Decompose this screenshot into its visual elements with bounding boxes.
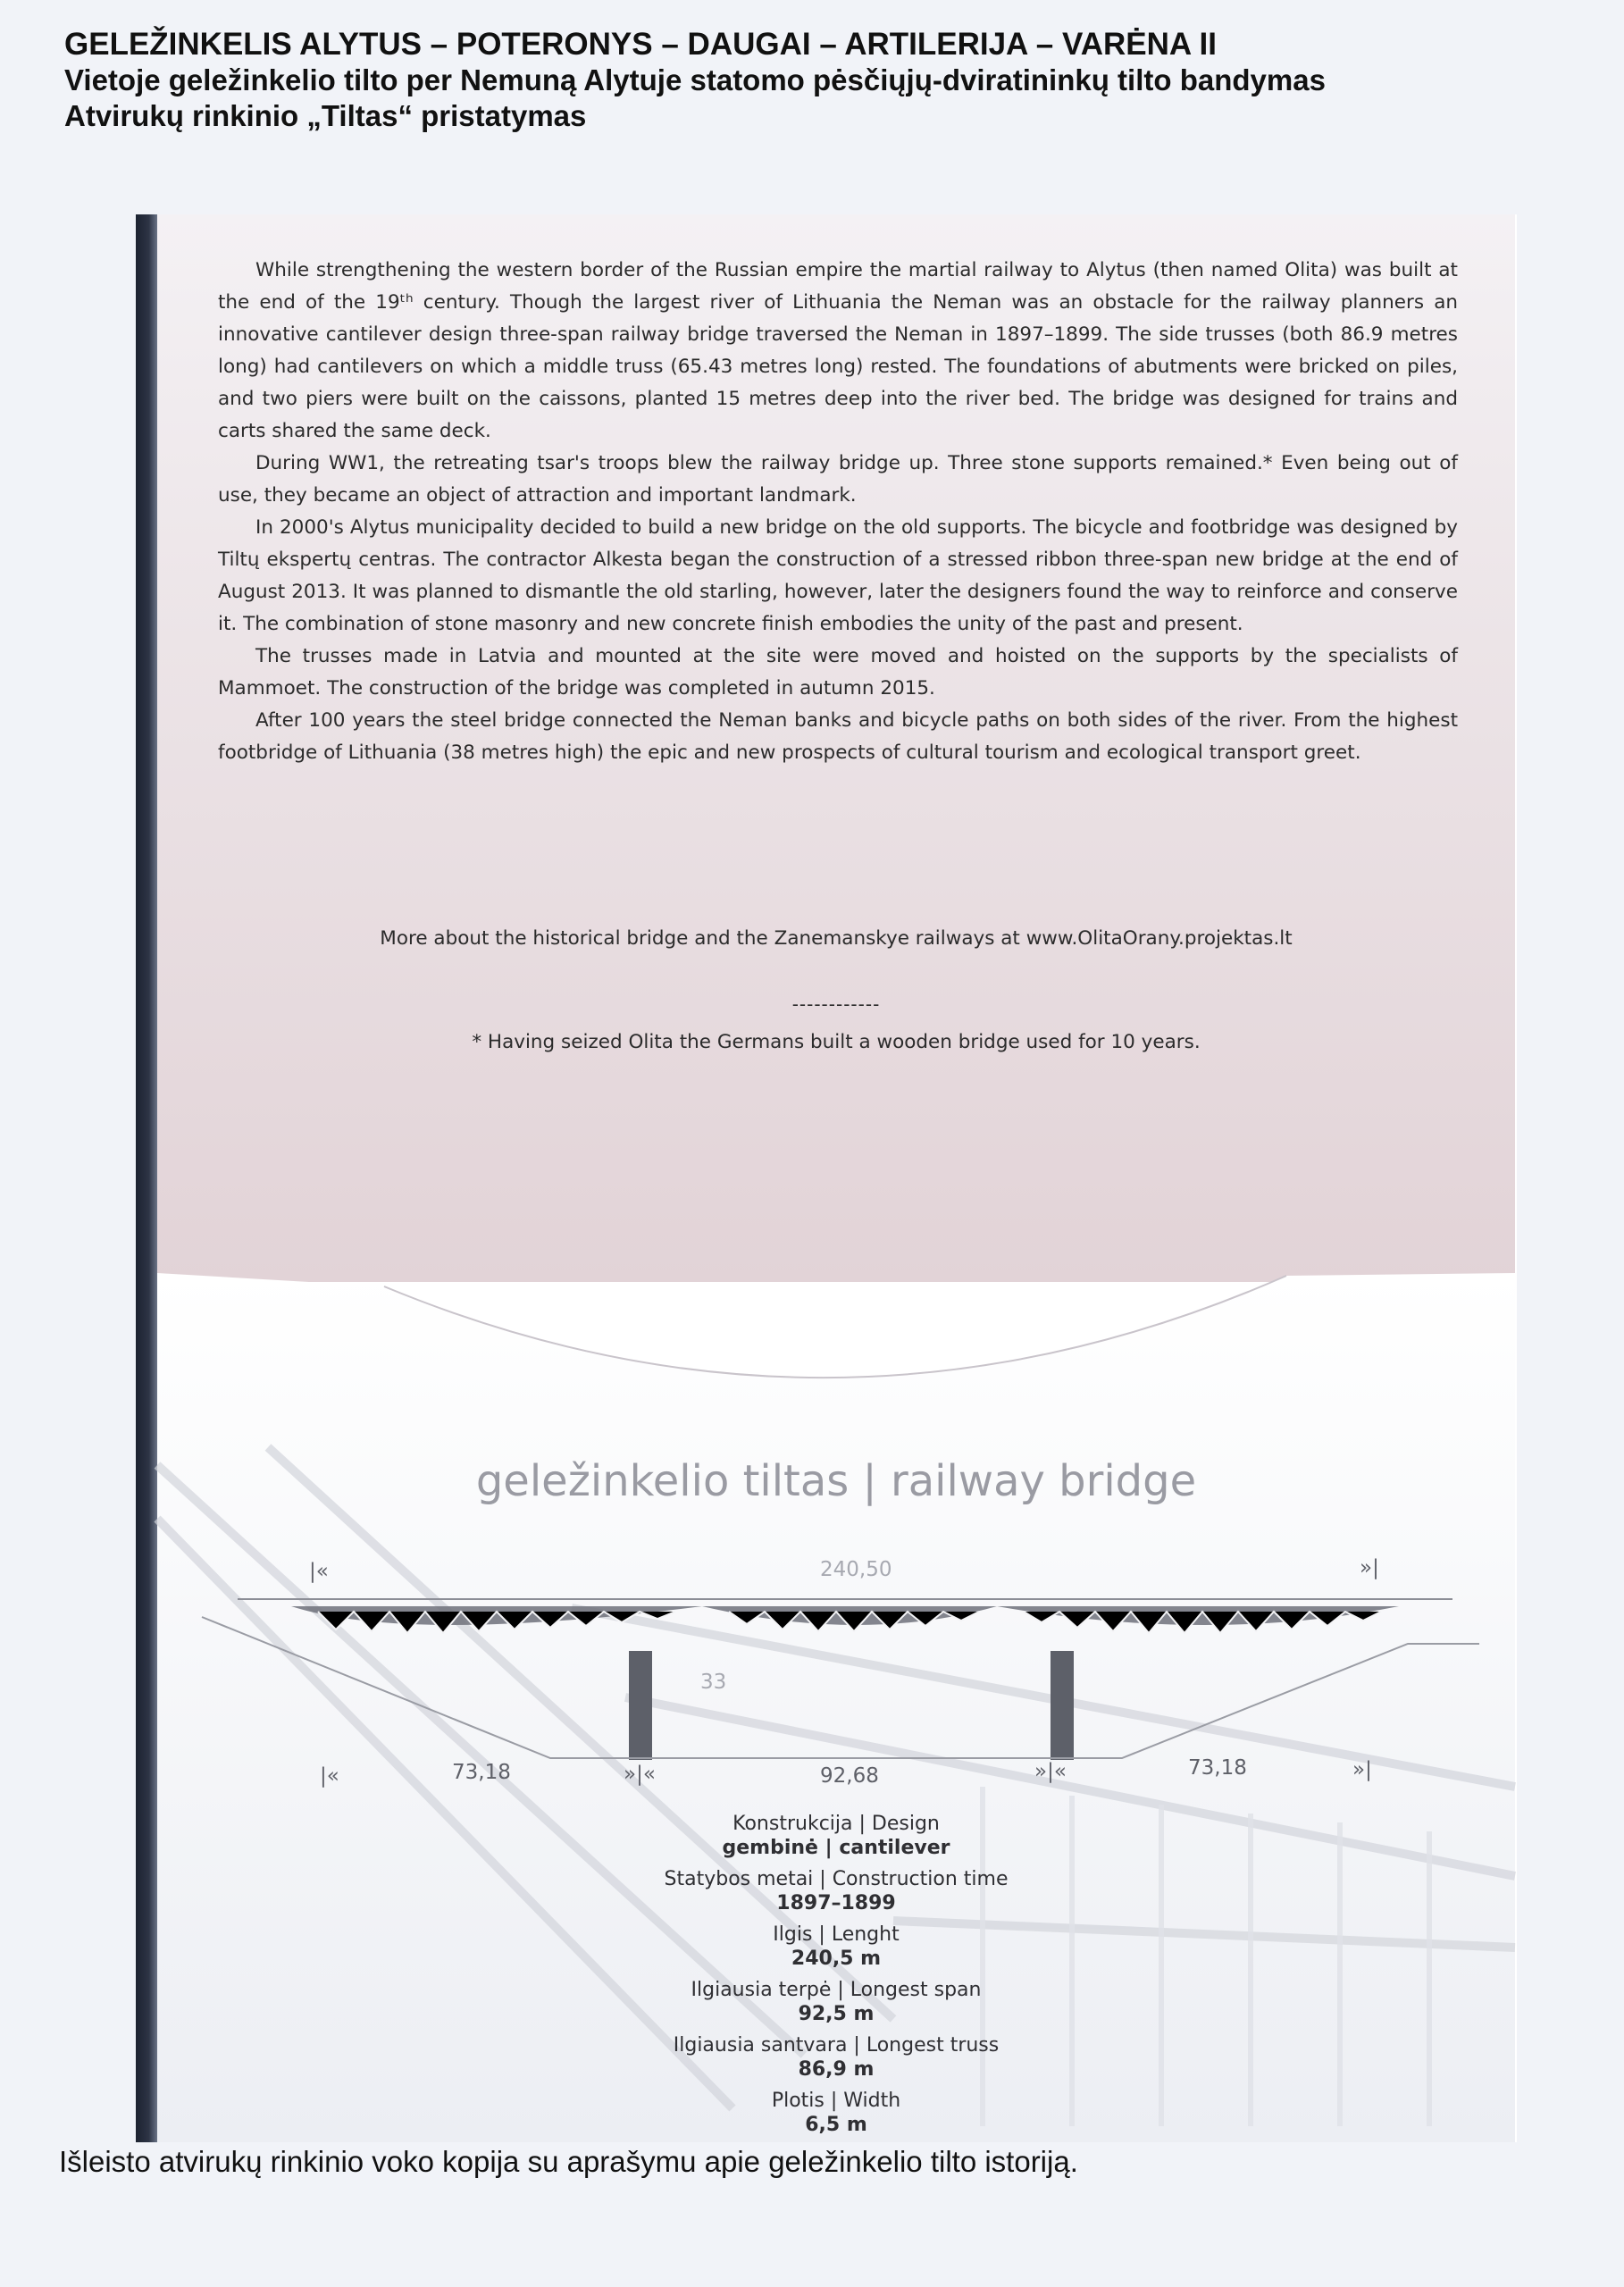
paragraph: The trusses made in Latvia and mounted at the site were moved and hoisted on the supports by the specialists of Mammoet. The construction of the bridge was completed in autumn 2015. bbox=[218, 645, 1458, 700]
height-label: 33 bbox=[700, 1671, 727, 1694]
span-middle-label: 92,68 bbox=[820, 1764, 879, 1788]
mark-pier-right: »|« bbox=[1034, 1760, 1067, 1783]
paragraph: After 100 years the steel bridge connected the Neman banks and bicycle paths on both sides of the river. From the highest footbridge of Lithuania (38 metres high) the epic and new prospects of cultural tourism and ecological transport greet. bbox=[218, 709, 1458, 764]
footnote: * Having seized Olita the Germans built a wooden bridge used for 10 years. bbox=[472, 1031, 1201, 1053]
mark-span-right: »| bbox=[1352, 1758, 1372, 1781]
spec-length: Ilgis | Lenght 240,5 m bbox=[773, 1923, 900, 1970]
separator: ------------ bbox=[791, 993, 881, 1015]
spec-design: Konstrukcija | Design gembinė | cantilever bbox=[722, 1813, 950, 1859]
paragraph: During WW1, the retreating tsar's troops blew the railway bridge up. Three stone supports remained.* Even being out of use, they became an object of attraction and important landmark. bbox=[218, 452, 1458, 507]
bridge-specs bbox=[157, 1812, 1515, 2144]
spec-longest-truss: Ilgiausia santvara | Longest truss 86,9 m bbox=[673, 2034, 1000, 2081]
caption: Išleisto atvirukų rinkinio voko kopija su aprašymu apie geležinkelio tilto istoriją. bbox=[59, 2145, 1078, 2178]
bridge-title: geležinkelio tiltas | railway bridge bbox=[475, 1456, 1197, 1506]
bridge-diagram bbox=[157, 1572, 1515, 1769]
total-length-label: 240,50 bbox=[820, 1558, 892, 1581]
mark-total-right: »| bbox=[1360, 1556, 1379, 1579]
header-title: GELEŽINKELIS ALYTUS – POTERONYS – DAUGAI – ARTILERIJA – VARĖNA II bbox=[64, 27, 1218, 62]
mark-total-left: |« bbox=[309, 1560, 329, 1583]
mark-pier-left: »|« bbox=[624, 1763, 656, 1786]
paragraph: In 2000's Alytus municipality decided to build a new bridge on the old supports. The bicycle and footbridge was designed by Tiltų ekspertų centras. The contractor Alkesta began the construction of a stressed ribbon three-span new bridge at the end of August 2013. It was planned to dismantle the old starling, however, later the designers found the way to reinforce and conserve it. The combination of stone masonry and new concrete finish embodies the unity of the past and present. bbox=[218, 516, 1458, 635]
spec-construction-time: Statybos metai | Construction time 1897–1899 bbox=[664, 1868, 1009, 1914]
more-info-text: More about the historical bridge and the Zanemanskye railways at www.OlitaOrany.projektas.lt bbox=[380, 927, 1293, 950]
mark-span-left: |« bbox=[320, 1764, 339, 1788]
span-right-label: 73,18 bbox=[1188, 1756, 1247, 1780]
spec-longest-span: Ilgiausia terpė | Longest span 92,5 m bbox=[691, 1979, 982, 2025]
paragraph: While strengthening the western border of the Russian empire the martial railway to Alytus (then named Olita) was built at the end of the 19ᵗʰ century. Though the largest river of Lithuania the Neman was an obstacle for the railway planners an innovative cantilever design three-span railway bridge traversed the Neman in 1897–1899. The side trusses (both 86.9 metres long) had cantilevers on which a middle truss (65.43 metres long) rested. The foundations of abutments were bricked on piles, and two piers were built on the caissons, planted 15 metres deep into the river bed. The bridge was designed for trains and carts shared the same deck. bbox=[218, 259, 1458, 442]
header-subtitle: Vietoje geležinkelio tilto per Nemuną Alytuje statomo pėsčiųjų-dviratininkų tilto bandymas bbox=[64, 63, 1326, 96]
header-presentation: Atvirukų rinkinio „Tiltas“ pristatymas bbox=[64, 99, 587, 132]
span-left-label: 73,18 bbox=[452, 1761, 511, 1784]
spec-width: Plotis | Width 6,5 m bbox=[771, 2090, 901, 2136]
